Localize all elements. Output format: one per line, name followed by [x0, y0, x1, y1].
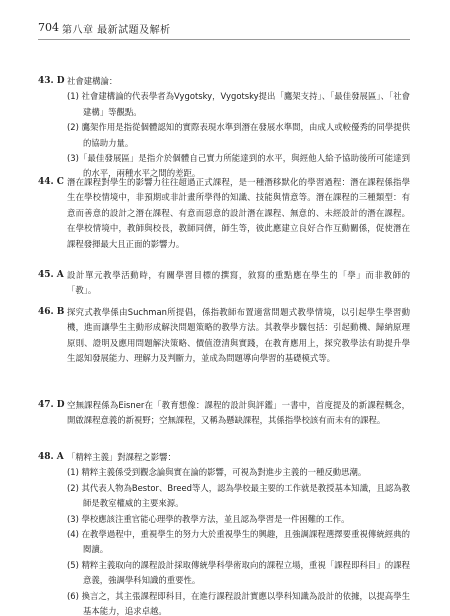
question-number: 43. D	[38, 76, 65, 86]
question-47	[38, 398, 410, 429]
page-number: 704	[38, 21, 59, 34]
explanation-item: (2) 鷹架作用是指從個體認知的實際表現水準到潛在發展水準間，由成人或較優秀的同學提供的協助力量。	[67, 122, 410, 148]
explanation-item: (2) 其代表人物為Bestor、Breed等人，認為學校最主要的工作就是教授基本知識，且認為教師是教室權威的主要來源。	[67, 482, 410, 509]
question-48	[38, 450, 410, 616]
chapter-title: 第八章 最新試題及解析	[62, 25, 171, 36]
explanation-item: (1) 精粹主義係受到觀念論與實在論的影響，可視為對進步主義的一種反動思潮。	[67, 467, 367, 478]
question-46	[38, 305, 410, 367]
explanation-stem: 社會建構論：	[67, 76, 118, 86]
question-44	[38, 175, 410, 252]
explanation-item: (1) 社會建構論的代表學者為Vygotsky，Vygotsky提出「鷹架支持」、「最佳發展區」、「社會建構」等觀點。	[67, 91, 410, 117]
page-header	[38, 18, 410, 40]
explanation-stem: 設計單元教學活動時，有關學習目標的撰寫，敘寫的重點應在學生的「學」而非教師的「教」。	[67, 270, 410, 296]
question-number: 46. B	[38, 307, 65, 317]
question-explanation	[67, 305, 410, 367]
explanation-item: (3)「最佳發展區」是指介於個體自己實力所能達到的水平，與經他人給予協助後所可能達到的水平，兩種水平之間的差距。	[67, 153, 410, 179]
explanation-stem: 潛在課程對學生的影響力往往超過正式課程，是一種潛移默化的學習過程：潛在課程係指學生在學校情境中，非預期或非計畫所學得的知識、技能與情意等。潛在課程的三種類型：有意而善意的設計之潛在課程、有意而惡意的設計潛在課程、無意的、未經設計的潛在課程。在學校情境中，教師與校長，教師同儕，師生等，彼此應建立良好合作互動關係，促使潛在課程發揮最大且正面的影響力。	[67, 177, 410, 249]
question-number: 47. D	[38, 400, 65, 410]
explanation-item: (5) 精粹主義取向的課程設計採取傳統學科學術取向的課程立場，重視「課程即科目」的課程意義，強調學科知識的重要性。	[67, 559, 410, 586]
explanation-stem: 「精粹主義」對課程之影響：	[67, 452, 176, 462]
question-explanation	[67, 74, 410, 182]
explanation-item: (3) 學校應該注重官能心理學的教學方法，並且認為學習是一件困難的工作。	[67, 513, 350, 524]
question-number: 45. A	[38, 270, 64, 280]
question-explanation	[67, 450, 410, 616]
explanation-item: (6) 換言之，其主張課程即科目，在進行課程設計實應以學科知識為設計的依據，以提高學生基本能力，追求卓越。	[67, 590, 410, 616]
question-number: 48. A	[38, 452, 64, 462]
explanation-stem: 探究式教學係由Suchman所提倡，係指教師布置適當問題式教學情境，以引起學生學習動機，進而讓學生主動形成解決問題策略的教學方法。其教學步驟包括：引起動機、歸納原理原則、證明及應用問題解決策略、價值澄清與實踐，在教育應用上，探究教學法有助提升學生認知發展能力、理解力及判斷力，並成為問題導向學習的基礎模式等。	[67, 307, 410, 364]
question-number: 44. C	[38, 177, 64, 187]
question-43	[38, 74, 410, 182]
question-explanation	[67, 175, 410, 252]
explanation-item: (4) 在教學過程中，重視學生的努力大於重視學生的興趣，且強調課程選擇要重視傳統經典的閱讀。	[67, 529, 410, 555]
question-45	[38, 268, 410, 299]
question-explanation	[67, 268, 410, 299]
question-explanation	[67, 398, 410, 429]
explanation-stem: 空無課程係為Eisner在「教育想像：課程的設計與評鑑」一書中，首度提及的新課程概念，開啟課程意義的新視野；空無課程，又稱為懸缺課程，其係指學校該有而未有的課程。	[67, 400, 410, 426]
